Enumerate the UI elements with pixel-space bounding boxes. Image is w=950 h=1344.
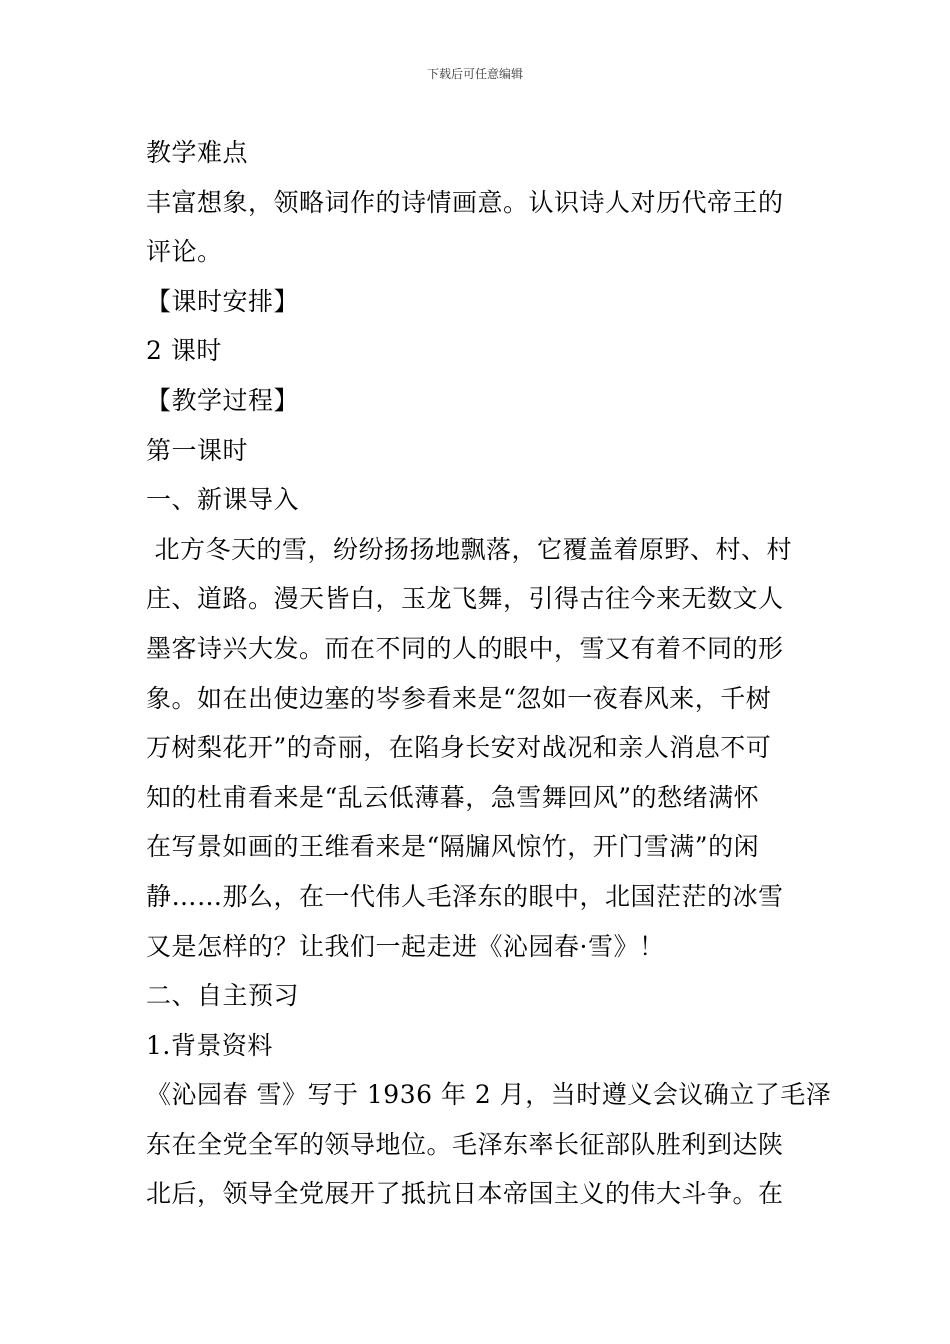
text-line: 静……那么，在一代伟人毛泽东的眼中，北国茫茫的冰雪 <box>146 881 784 911</box>
text-line: 万树梨花开”的奇丽，在陷身长安对战况和亲人消息不可 <box>146 733 772 763</box>
text-line: 在写景如画的王维看来是“隔牖风惊竹，开门雪满”的闲 <box>146 832 760 862</box>
heading-self-study: 二、自主预习 <box>146 981 300 1011</box>
text-line: 东在全党全军的领导地位。毛泽东率长征部队胜利到达陕 <box>146 1129 784 1159</box>
heading-teaching-difficulty: 教学难点 <box>146 138 249 167</box>
text-line: 又是怎样的？让我们一起走进《沁园春·雪》！ <box>146 931 665 961</box>
text-line: 庄、道路。漫天皆白，玉龙飞舞，引得古往今来无数文人 <box>146 584 784 614</box>
text-line: 《沁园春 雪》写于 1936 年 2 月，当时遵义会议确立了毛泽 <box>146 1080 832 1110</box>
page-header-note: 下载后可任意编辑 <box>426 67 523 81</box>
text-line: 评论。 <box>146 237 223 267</box>
text-line: 北方冬天的雪，纷纷扬扬地飘落，它覆盖着原野、村、村 <box>146 534 792 564</box>
text-line: 北后，领导全党展开了抵抗日本帝国主义的伟大斗争。在 <box>146 1179 784 1209</box>
heading-lesson-arrangement: 【课时安排】 <box>146 286 300 316</box>
text-line: 象。如在出使边塞的岑参看来是“忽如一夜春风来，千树 <box>146 683 772 713</box>
text-line: 墨客诗兴大发。而在不同的人的眼中，雪又有着不同的形 <box>146 633 784 663</box>
document-body <box>146 128 832 1219</box>
text-line: 2 课时 <box>146 336 222 366</box>
heading-introduction: 一、新课导入 <box>146 485 300 515</box>
heading-teaching-process: 【教学过程】 <box>146 385 300 415</box>
heading-background: 1.背景资料 <box>146 1030 273 1060</box>
heading-first-lesson: 第一课时 <box>146 435 249 465</box>
text-line: 知的杜甫看来是“乱云低薄暮，急雪舞回风”的愁绪满怀 <box>146 782 760 812</box>
text-line: 丰富想象，领略词作的诗情画意。认识诗人对历代帝王的 <box>146 187 784 217</box>
